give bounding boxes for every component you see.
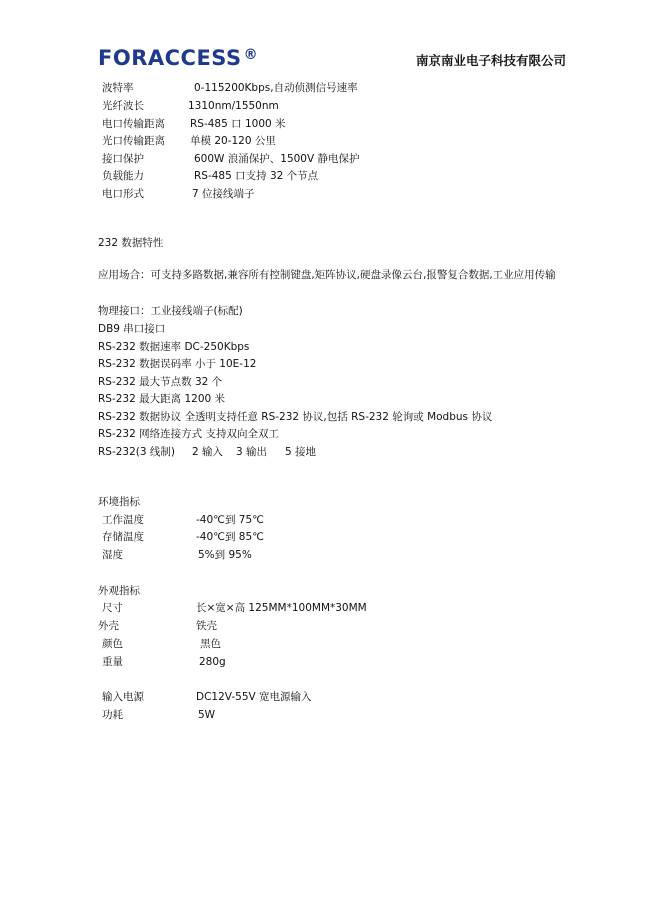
spec-value: 5%到 95% xyxy=(198,549,252,561)
registered-mark: ® xyxy=(243,47,259,63)
spec-value: 单模 20-120 公里 xyxy=(190,135,276,147)
spec-value: 1310nm/1550nm xyxy=(188,100,279,112)
spec-key: 输入电源 xyxy=(102,691,144,703)
spec-key: 存储温度 xyxy=(102,531,144,543)
spec-line: RS-232 最大距离 1200 米 xyxy=(98,393,226,405)
foraccess-logo xyxy=(98,44,258,75)
spec-key: 湿度 xyxy=(102,549,123,561)
wiring-input: 2 输入 xyxy=(192,446,224,458)
spec-value: 长×宽×高 125MM*100MM*30MM xyxy=(196,602,367,614)
spec-value: 黑色 xyxy=(200,638,221,650)
logo-text: FORACCESS xyxy=(98,46,242,70)
section-title-appearance: 外观指标 xyxy=(98,585,140,597)
spec-key: 电口形式 xyxy=(102,188,144,200)
spec-value: 0-115200Kbps,自动侦测信号速率 xyxy=(194,82,358,94)
spec-value: DC12V-55V 宽电源输入 xyxy=(196,691,312,703)
spec-value: 5W xyxy=(198,709,216,721)
spec-line: RS-232 数据速率 DC-250Kbps xyxy=(98,341,250,353)
spec-key: 接口保护 xyxy=(102,153,144,165)
spec-key: 外壳 xyxy=(98,620,119,632)
spec-value: 铁壳 xyxy=(196,620,217,632)
company-name: 南京南业电子科技有限公司 xyxy=(415,53,566,68)
wiring-row xyxy=(98,444,398,460)
wiring-label: RS-232(3 线制) xyxy=(98,446,176,458)
spec-line: 物理接口：工业接线端子(标配) xyxy=(98,305,243,317)
spec-line: RS-232 网络连接方式 支持双向全双工 xyxy=(98,428,279,440)
section-title-environment: 环境指标 xyxy=(98,496,140,508)
spec-key: 工作温度 xyxy=(102,514,144,526)
spec-key: 重量 xyxy=(102,656,123,668)
wiring-ground: 5 接地 xyxy=(285,446,317,458)
application-paragraph: 应用场合：可支持多路数据,兼容所有控制键盘,矩阵协议,硬盘录像云台,报警复合数据,工业应用传输 xyxy=(98,269,556,281)
spec-value: -40℃到 75℃ xyxy=(196,514,264,526)
spec-line: RS-232 数据误码率 小于 10E-12 xyxy=(98,358,257,370)
spec-value: 280g xyxy=(199,656,226,668)
spec-key: 波特率 xyxy=(102,82,134,94)
spec-value: 7 位接线端子 xyxy=(192,188,255,200)
spec-line: DB9 串口接口 xyxy=(98,323,166,335)
section-title-232: 232 数据特性 xyxy=(98,237,164,249)
spec-line: RS-232 最大节点数 32 个 xyxy=(98,376,223,388)
spec-value: RS-485 口支持 32 个节点 xyxy=(194,170,319,182)
spec-key: 尺寸 xyxy=(102,602,123,614)
spec-line: RS-232 数据协议 全透明支持任意 RS-232 协议,包括 RS-232 轮询或 Modbus 协议 xyxy=(98,411,493,423)
spec-value: -40℃到 85℃ xyxy=(196,531,264,543)
wiring-output: 3 输出 xyxy=(236,446,268,458)
spec-key: 颜色 xyxy=(102,638,123,650)
spec-key: 光纤波长 xyxy=(102,100,144,112)
spec-key: 电口传输距离 xyxy=(102,118,165,130)
spec-key: 负载能力 xyxy=(102,170,144,182)
spec-key: 功耗 xyxy=(102,709,123,721)
spec-value: 600W 浪涌保护、1500V 静电保护 xyxy=(194,153,360,165)
spec-key: 光口传输距离 xyxy=(102,135,165,147)
spec-value: RS-485 口 1000 米 xyxy=(190,118,286,130)
